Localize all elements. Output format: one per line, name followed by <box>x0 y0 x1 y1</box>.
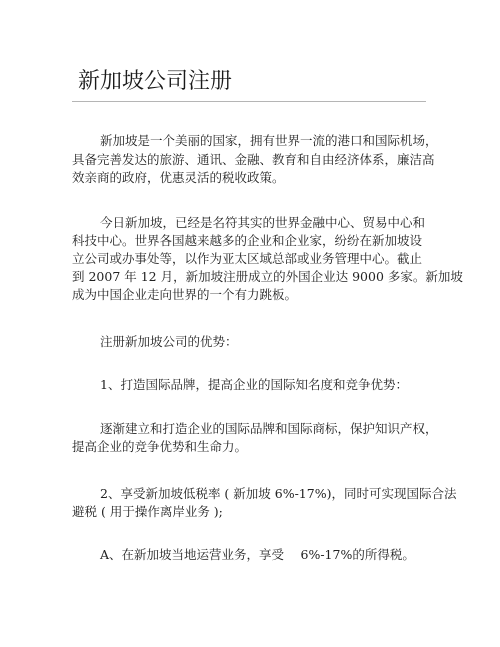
paragraph-2-line-2: 科技中心。世界各国越来越多的企业和企业家，纷纷在新加坡设 <box>72 233 423 248</box>
paragraph-1-line-2: 具备完善发达的旅游、通讯、金融、教育和自由经济体系，廉洁高 <box>72 152 435 167</box>
document-title: 新加坡公司注册 <box>78 69 233 94</box>
advantage-2-item-a: A、在新加坡当地运营业务，享受 6%-17%的所得税。 <box>100 547 415 562</box>
advantage-1-line-1: 逐渐建立和打造企业的国际品牌和国际商标，保护知识产权， <box>100 421 438 436</box>
paragraph-1-line-3: 效亲商的政府，优惠灵活的税收政策。 <box>72 170 285 185</box>
advantages-heading: 注册新加坡公司的优势： <box>100 334 238 349</box>
advantage-2-line-1: 2、享受新加坡低税率 ( 新加坡 6%-17%)，同时可实现国际合法 <box>100 486 457 501</box>
advantage-2-line-2: 避税 ( 用于操作离岸业务 ); <box>72 504 223 519</box>
paragraph-2-line-5: 成为中国企业走向世界的一个有力跳板。 <box>72 287 298 302</box>
paragraph-2-line-4: 到 2007 年 12 月，新加坡注册成立的外国企业达 9000 多家。新加坡 <box>72 269 463 284</box>
paragraph-1-line-1: 新加坡是一个美丽的国家，拥有世界一流的港口和国际机场， <box>100 133 438 148</box>
advantage-1-line-2: 提高企业的竞争优势和生命力。 <box>72 439 248 454</box>
paragraph-2-line-3: 立公司或办事处等，以作为亚太区域总部或业务管理中心。截止 <box>72 251 423 266</box>
advantage-1-heading: 1、打造国际品牌，提高企业的国际知名度和竞争优势： <box>100 377 408 392</box>
paragraph-2-line-1: 今日新加坡，已经是名符其实的世界金融中心、贸易中心和 <box>100 215 426 230</box>
title-underline <box>72 101 426 102</box>
